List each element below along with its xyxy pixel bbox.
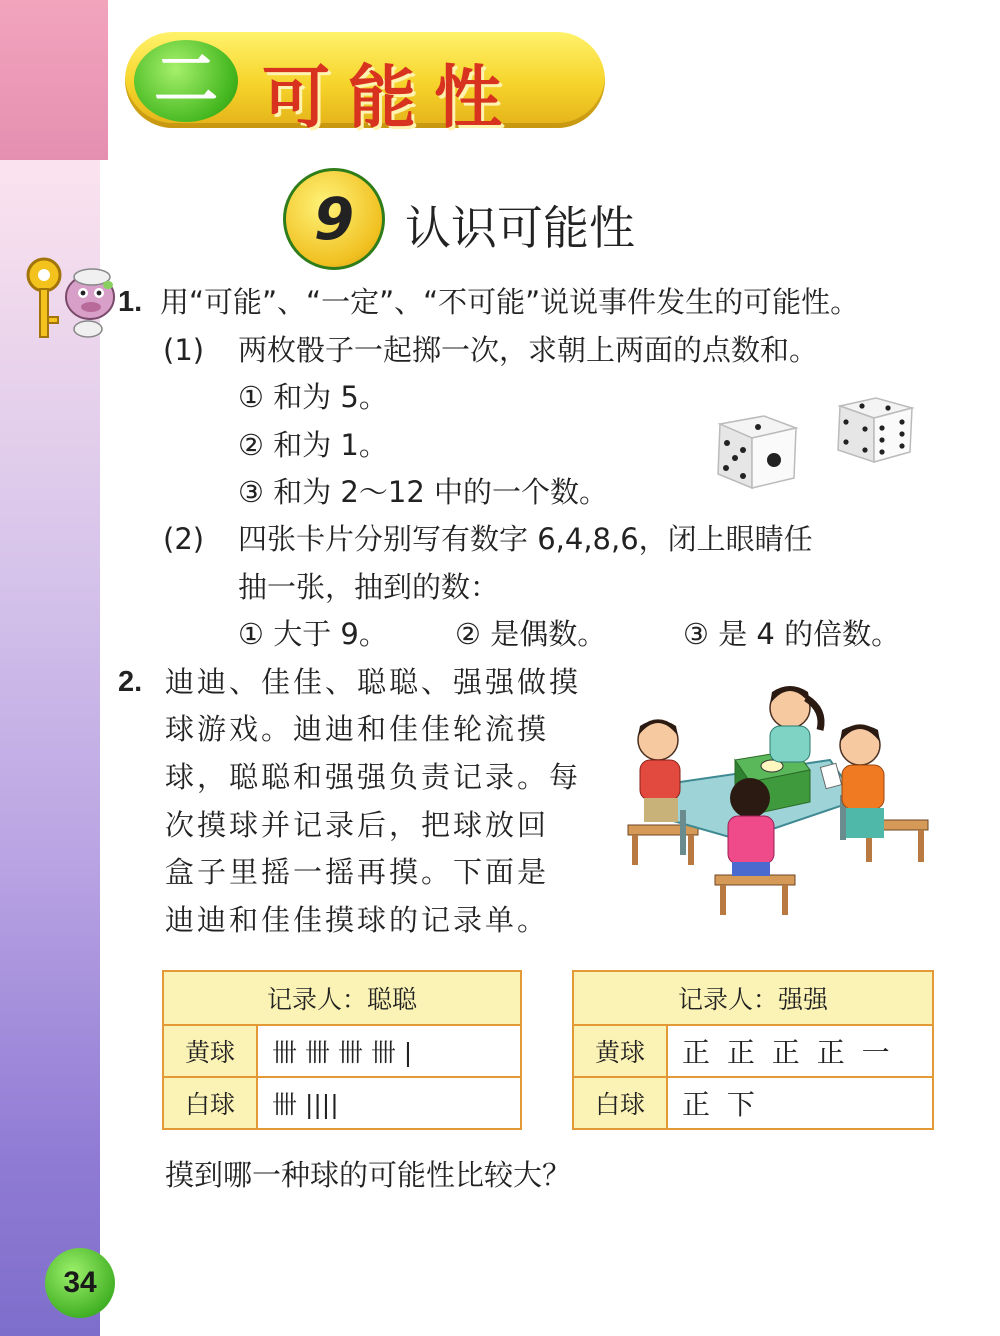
q1-number: 1.: [118, 286, 143, 318]
record-table-header: 记录人：强强: [573, 971, 933, 1025]
q2-text-line: 球，聪聪和强强负责记录。每: [165, 760, 582, 794]
tally-zheng-white: 正 下: [667, 1077, 933, 1129]
q1-part2-item: ③ 是 4 的倍数。: [683, 617, 901, 651]
record-table-qiangqiang: [572, 970, 934, 1130]
q1-part2-item: ② 是偶数。: [455, 617, 607, 651]
q1-part1-item: ③ 和为 2～12 中的一个数。: [238, 475, 609, 509]
record-table-header: 记录人：聪聪: [163, 971, 521, 1025]
q1-stem: 用“可能”、“一定”、“不可能”说说事件发生的可能性。: [160, 285, 860, 319]
dice-icon: [712, 410, 802, 492]
q1-part1-text: 两枚骰子一起掷一次，求朝上两面的点数和。: [238, 333, 819, 367]
record-row-label: 白球: [573, 1077, 667, 1129]
side-decoration-top: [0, 0, 108, 160]
tally-marks-white: 卌 ||||: [257, 1077, 521, 1129]
q2-text-line: 次摸球并记录后，把球放回: [165, 808, 550, 842]
q1-part2-label: (2): [163, 522, 205, 556]
lesson-title: 认识可能性: [405, 201, 635, 255]
q1-part2-text: 抽一张，抽到的数：: [238, 570, 500, 604]
q2-text-line: 球游戏。迪迪和佳佳轮流摸: [165, 712, 550, 746]
q1-part2-text: 四张卡片分别写有数字 6,4,8,6，闭上眼睛任: [238, 522, 813, 556]
record-row-label: 黄球: [573, 1025, 667, 1077]
tally-marks-yellow: 卌 卌 卌 卌 |: [257, 1025, 521, 1077]
q2-text-line: 迪迪和佳佳摸球的记录单。: [165, 903, 550, 937]
record-row-label: 白球: [163, 1077, 257, 1129]
q2-text-line: 盒子里摇一摇再摸。下面是: [165, 855, 550, 889]
q1-part1-item: ① 和为 5。: [238, 380, 388, 414]
tally-zheng-yellow: 正 正 正 正 一: [667, 1025, 933, 1077]
q1-part1-label: (1): [163, 333, 205, 367]
lesson-number: 9: [313, 185, 355, 253]
dice-icon: [832, 394, 918, 466]
q2-number: 2.: [118, 666, 143, 698]
page-number: 34: [63, 1266, 97, 1299]
q1-part1-item: ② 和为 1。: [238, 428, 388, 462]
q2-text-line: 迪迪、佳佳、聪聪、强强做摸: [165, 665, 582, 699]
record-row-label: 黄球: [163, 1025, 257, 1077]
q1-part2-item: ① 大于 9。: [238, 617, 388, 651]
record-table-conglong: [162, 970, 522, 1130]
kids-ball-game-illustration: [620, 670, 940, 920]
q2-question: 摸到哪一种球的可能性比较大？: [165, 1158, 572, 1192]
chapter-title: 可能性: [262, 59, 521, 138]
chapter-number: 二: [154, 44, 218, 118]
key-mascot-icon: [20, 255, 120, 345]
